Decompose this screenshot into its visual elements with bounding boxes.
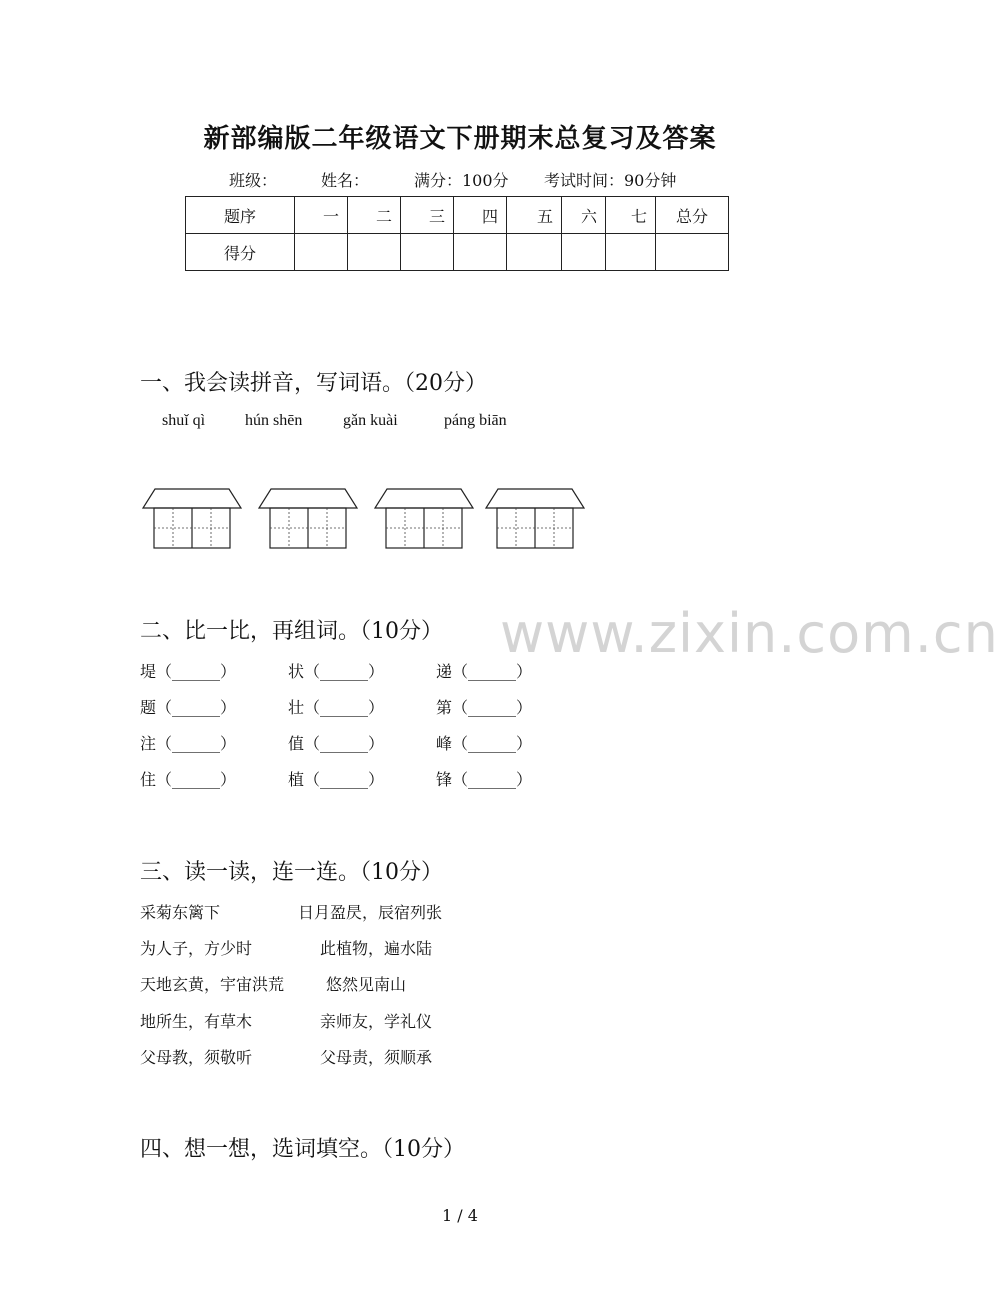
score-input-cell[interactable]: [348, 234, 401, 271]
full-score: 满分：100分: [414, 171, 509, 190]
page-title: 新部编版二年级语文下册期末总复习及答案: [203, 124, 717, 154]
score-input-cell[interactable]: [507, 234, 562, 271]
name-label: 姓名：: [321, 171, 370, 190]
word-item[interactable]: 状（______）: [288, 662, 385, 681]
table-cell: 七: [606, 197, 656, 234]
word-item[interactable]: 递（______）: [436, 662, 533, 681]
match-left-item[interactable]: 为人子，方少时: [140, 939, 253, 958]
section-1-heading: 一、我会读拼音，写词语。（20分）: [140, 371, 487, 396]
score-input-cell[interactable]: [454, 234, 507, 271]
word-item[interactable]: 堤（______）: [140, 662, 237, 681]
watermark: www.zixin.com.cn: [500, 602, 999, 665]
writing-box-house-4[interactable]: [485, 488, 585, 550]
class-label: 班级：: [229, 171, 278, 190]
score-input-cell[interactable]: [401, 234, 454, 271]
match-left-item[interactable]: 采菊东篱下: [140, 903, 221, 922]
match-left-item[interactable]: 父母教，须敬听: [140, 1048, 253, 1067]
word-item[interactable]: 题（______）: [140, 698, 237, 717]
word-item[interactable]: 壮（______）: [288, 698, 385, 717]
table-cell: 得分: [186, 234, 295, 271]
score-table-header-row: [186, 197, 729, 234]
score-input-cell[interactable]: [295, 234, 348, 271]
table-cell: 一: [295, 197, 348, 234]
page-number: 1 / 4: [442, 1206, 478, 1225]
pinyin-4: páng biān: [444, 412, 507, 429]
section-2-heading: 二、比一比，再组词。（10分）: [140, 619, 443, 644]
writing-box-house-1[interactable]: [142, 488, 242, 550]
table-cell: 二: [348, 197, 401, 234]
match-right-item[interactable]: 悠然见南山: [326, 975, 407, 994]
match-left-item[interactable]: 地所生，有草木: [140, 1012, 253, 1031]
table-cell: 题序: [186, 197, 295, 234]
word-item[interactable]: 峰（______）: [436, 734, 533, 753]
table-cell: 三: [401, 197, 454, 234]
writing-box-house-3[interactable]: [374, 488, 474, 550]
score-input-cell[interactable]: [656, 234, 729, 271]
match-left-item[interactable]: 天地玄黄，宇宙洪荒: [140, 975, 285, 994]
exam-time: 考试时间：90分钟: [544, 171, 677, 190]
match-right-item[interactable]: 此植物，遍水陆: [320, 939, 433, 958]
match-right-item[interactable]: 日月盈昃，辰宿列张: [298, 903, 443, 922]
word-item[interactable]: 住（______）: [140, 770, 237, 789]
table-cell: 五: [507, 197, 562, 234]
pinyin-3: gǎn kuài: [343, 412, 398, 429]
match-right-item[interactable]: 父母责，须顺承: [320, 1048, 433, 1067]
word-item[interactable]: 第（______）: [436, 698, 533, 717]
table-cell: 总分: [656, 197, 729, 234]
section-3-heading: 三、读一读，连一连。（10分）: [140, 860, 443, 885]
score-input-cell[interactable]: [606, 234, 656, 271]
table-cell: 四: [454, 197, 507, 234]
score-table: [185, 196, 729, 271]
word-item[interactable]: 锋（______）: [436, 770, 533, 789]
table-cell: 六: [562, 197, 606, 234]
word-item[interactable]: 注（______）: [140, 734, 237, 753]
section-4-heading: 四、想一想，选词填空。（10分）: [140, 1137, 465, 1162]
writing-box-house-2[interactable]: [258, 488, 358, 550]
word-item[interactable]: 植（______）: [288, 770, 385, 789]
score-input-cell[interactable]: [562, 234, 606, 271]
match-right-item[interactable]: 亲师友，学礼仪: [320, 1012, 433, 1031]
word-item[interactable]: 值（______）: [288, 734, 385, 753]
score-table-score-row: [186, 234, 729, 271]
pinyin-2: hún shēn: [245, 412, 303, 429]
pinyin-1: shuǐ qì: [162, 412, 206, 429]
